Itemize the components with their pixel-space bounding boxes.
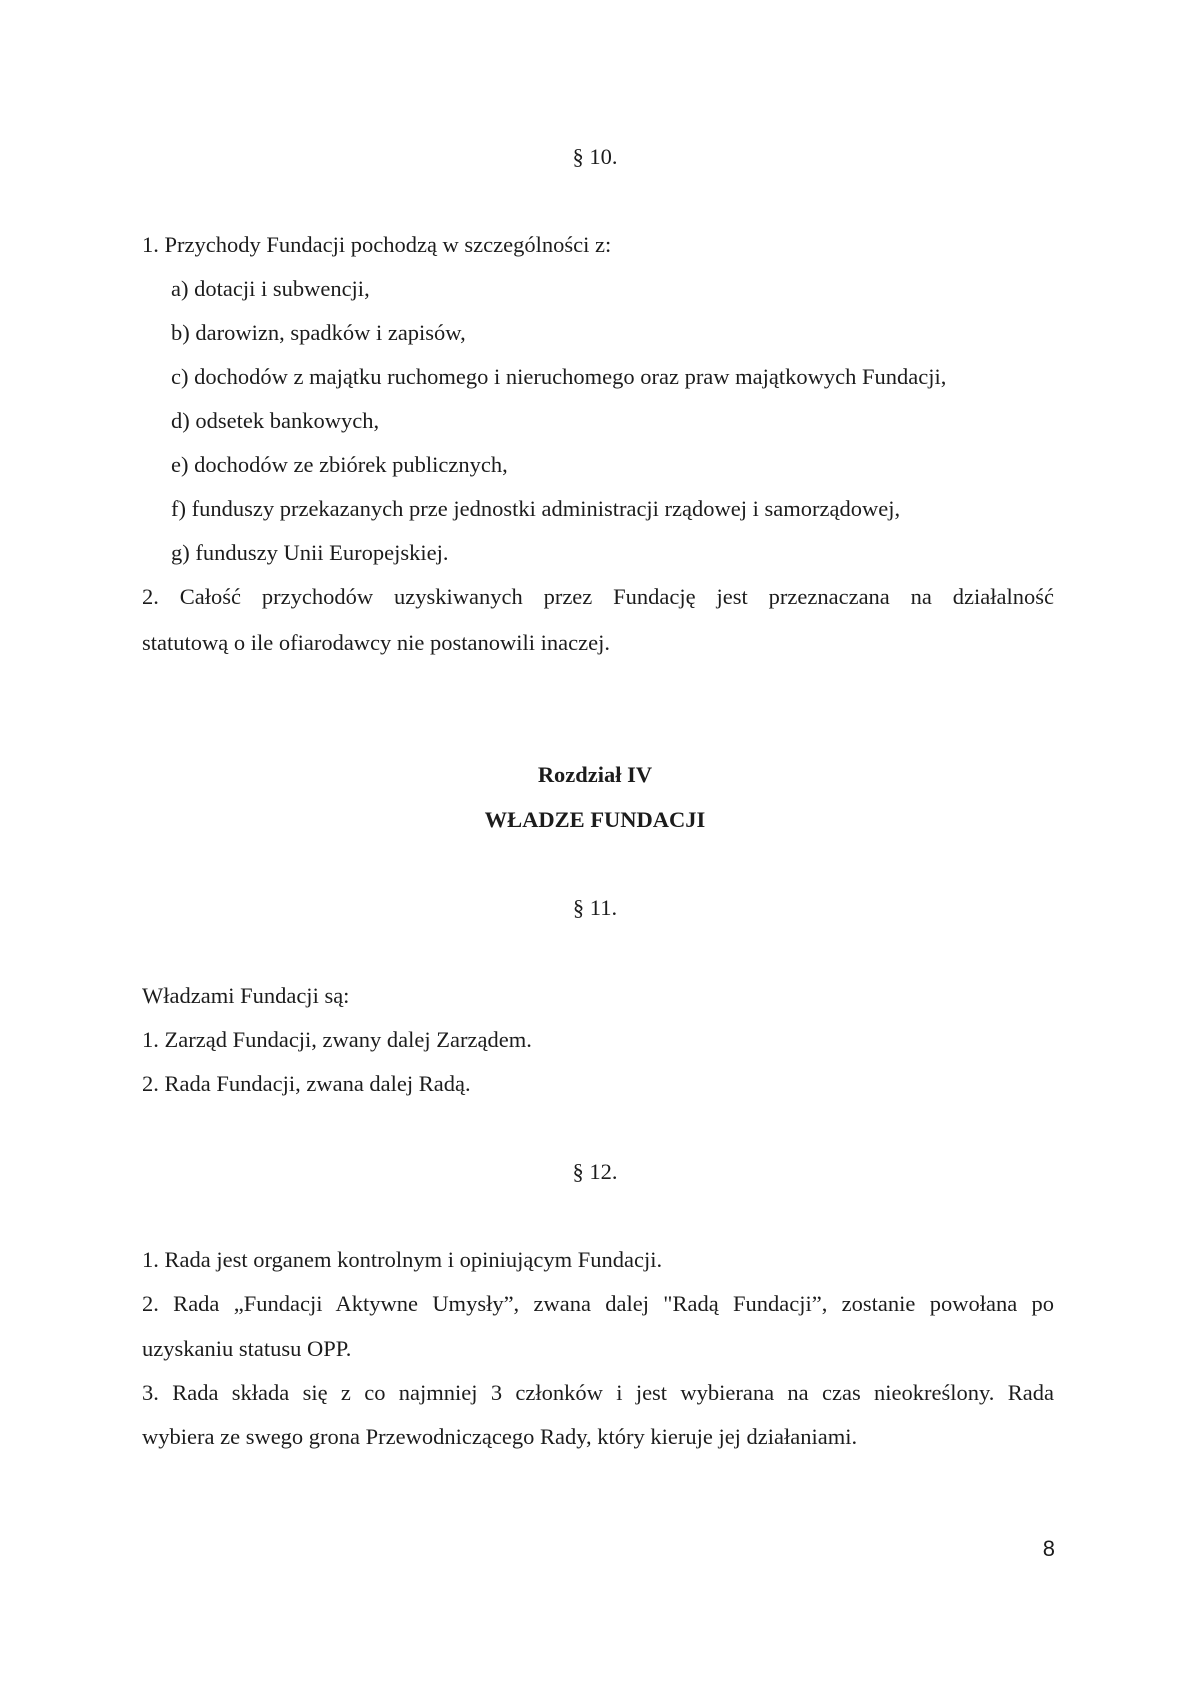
section-12-item-2-line-2: uzyskaniu statusu OPP. (142, 1336, 352, 1361)
section-12-item-1: 1. Rada jest organem kontrolnym i opiniującym Fundacji. (142, 1247, 663, 1272)
section-12-item-3-line-2: wybiera ze swego grona Przewodniczącego Rady, który kieruje jej działaniami. (142, 1424, 858, 1449)
section-12-item-2-line-1: 2. Rada „Fundacji Aktywne Umysły”, zwana dalej "Radą Fundacji”, zostanie powołana po (142, 1291, 1054, 1316)
section-10-subitem-c: c) dochodów z majątku ruchomego i nieruchomego oraz praw majątkowych Fundacji, (171, 364, 947, 389)
section-11-intro: Władzami Fundacji są: (142, 983, 350, 1008)
section-10-subitem-d: d) odsetek bankowych, (171, 408, 380, 433)
section-10-subitem-g: g) funduszy Unii Europejskiej. (171, 540, 449, 565)
section-10-subitem-f: f) funduszy przekazanych prze jednostki administracji rządowej i samorządowej, (171, 496, 901, 521)
section-10-subitem-b: b) darowizn, spadków i zapisów, (171, 320, 466, 345)
section-12-item-3-line-1: 3. Rada składa się z co najmniej 3 członków i jest wybierana na czas nieokreślony. Rada (142, 1380, 1054, 1405)
chapter-subtitle: WŁADZE FUNDACJI (484, 807, 706, 832)
chapter-title: Rozdział IV (537, 762, 653, 787)
section-11-heading: § 11. (572, 895, 618, 920)
section-11-item-1: 1. Zarząd Fundacji, zwany dalej Zarządem. (142, 1027, 532, 1052)
section-10-subitem-e: e) dochodów ze zbiórek publicznych, (171, 452, 508, 477)
section-12-heading: § 12. (572, 1159, 618, 1184)
section-10-heading: § 10. (572, 144, 618, 169)
section-10-item-2-line-2: statutową o ile ofiarodawcy nie postanowili inaczej. (142, 630, 610, 655)
section-10-item-1: 1. Przychody Fundacji pochodzą w szczególności z: (142, 232, 612, 257)
page-number: 8 (1042, 1536, 1055, 1561)
section-10-subitem-a: a) dotacji i subwencji, (171, 276, 370, 301)
section-11-item-2: 2. Rada Fundacji, zwana dalej Radą. (142, 1071, 471, 1096)
section-10-item-2-line-1: 2. Całość przychodów uzyskiwanych przez Fundację jest przeznaczana na działalność (142, 584, 1054, 609)
